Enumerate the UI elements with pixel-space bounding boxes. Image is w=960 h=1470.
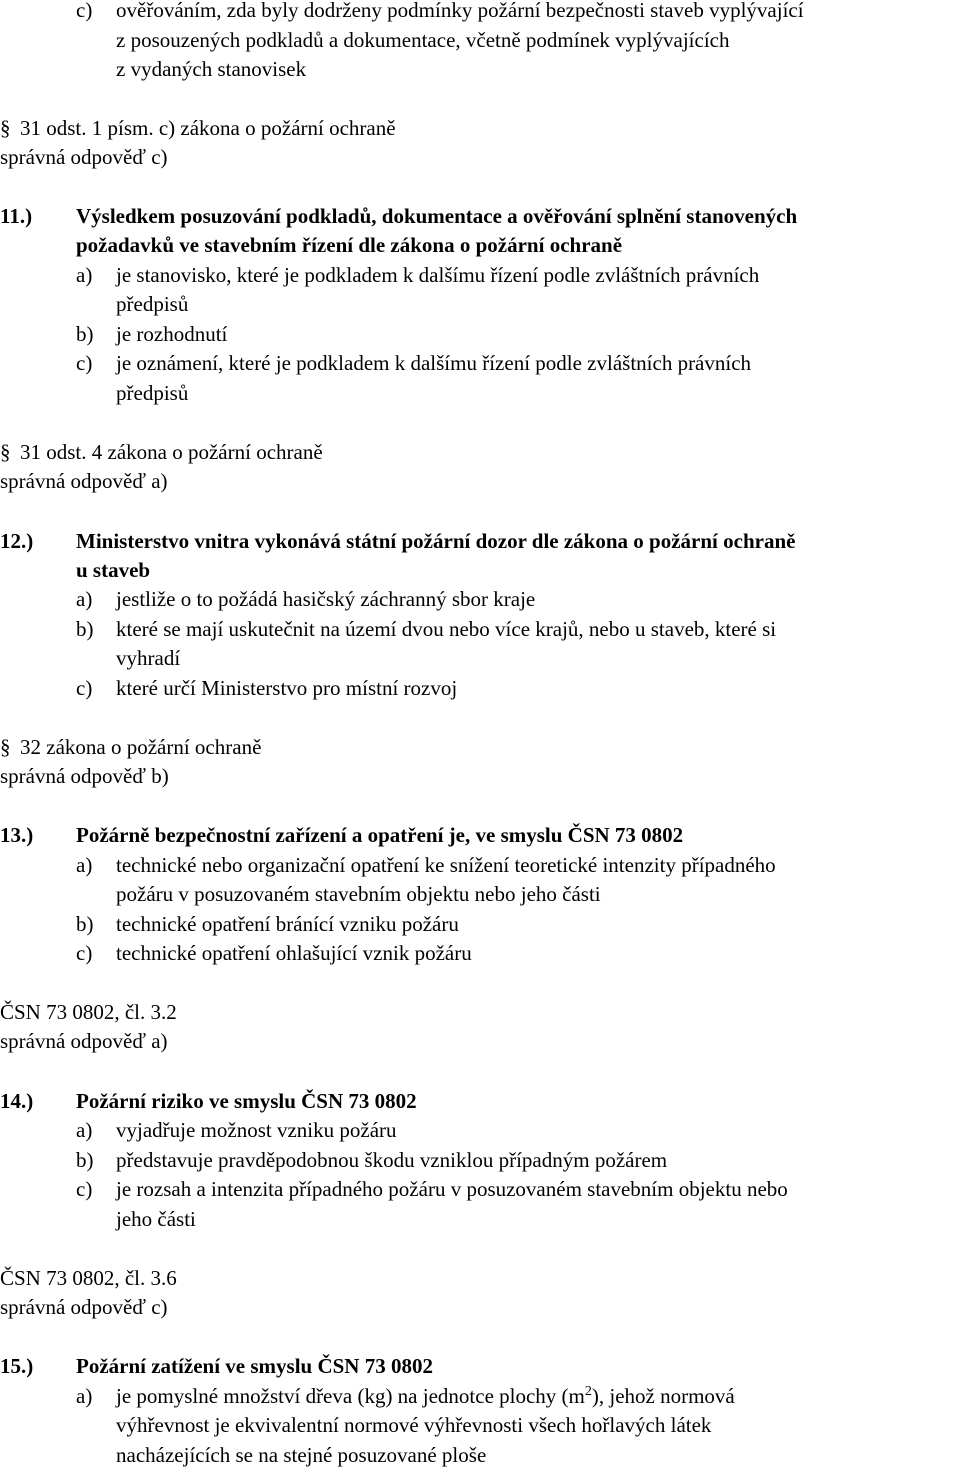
option-letter: a) (76, 853, 93, 877)
option-letter: c) (76, 941, 93, 965)
option-text-line: které určí Ministerstvo pro místní rozvoj (116, 676, 458, 700)
option-text-line: technické opatření ohlašující vznik požáru (116, 941, 472, 965)
option-text-line: nacházejících se na stejné posuzované ploše (116, 1443, 487, 1467)
option-text-line: je rozsah a intenzita případného požáru v posuzovaném stavebním objektu nebo (116, 1177, 788, 1201)
option-text-line: předpisů (116, 292, 189, 316)
option-text-line: jestliže o to požádá hasičský záchranný sbor kraje (116, 587, 536, 611)
legal-reference: § 31 odst. 4 zákona o požární ochraně (0, 438, 323, 467)
question-title-line: Požárně bezpečnostní zařízení a opatření je, ve smyslu ČSN 73 0802 (76, 823, 684, 847)
legal-reference: ČSN 73 0802, čl. 3.2 (0, 1000, 177, 1024)
option-letter: c) (76, 351, 93, 375)
option-letter: b) (76, 617, 94, 641)
question-title-line: Ministerstvo vnitra vykonává státní požární dozor dle zákona o požární ochraně (76, 529, 796, 553)
section-sign: § (0, 440, 11, 464)
option-letter: a) (76, 263, 93, 287)
correct-answer: správná odpověď a) (0, 469, 168, 493)
option-letter: c) (76, 0, 93, 22)
correct-answer: správná odpověď c) (0, 145, 168, 169)
option-letter: c) (76, 676, 93, 700)
question-number: 13.) (0, 823, 34, 847)
legal-reference: ČSN 73 0802, čl. 3.6 (0, 1266, 177, 1290)
option-text-line: z vydaných stanovisek (116, 57, 307, 81)
question-number: 14.) (0, 1089, 34, 1113)
legal-reference: § 31 odst. 1 písm. c) zákona o požární ochraně (0, 114, 396, 143)
question-title-line: Výsledkem posuzování podkladů, dokumentace a ověřování splnění stanovených (76, 204, 798, 228)
option-text-line: je stanovisko, které je podkladem k dalšímu řízení podle zvláštních právních (116, 263, 760, 287)
option-letter: b) (76, 1148, 94, 1172)
correct-answer: správná odpověď c) (0, 1295, 168, 1319)
legal-reference: § 32 zákona o požární ochraně (0, 733, 261, 762)
option-text-line: je pomyslné množství dřeva (kg) na jednotce plochy $(m^2)$, jehož normová (116, 1384, 735, 1408)
question-number: 15.) (0, 1354, 34, 1378)
correct-answer: správná odpověď b) (0, 764, 169, 788)
option-text-line: ověřováním, zda byly dodrženy podmínky požární bezpečnosti staveb vyplývající (116, 0, 804, 22)
option-text-line: technické opatření bránící vzniku požáru (116, 912, 459, 936)
section-sign: § (0, 116, 11, 140)
question-number: 11.) (0, 204, 33, 228)
option-letter: c) (76, 1177, 93, 1201)
question-number: 12.) (0, 529, 34, 553)
superscript: 2 (584, 1384, 592, 1399)
option-text-line: technické nebo organizační opatření ke snížení teoretické intenzity případného (116, 853, 776, 877)
question-title-line: u staveb (76, 558, 151, 582)
option-text-line: představuje pravděpodobnou škodu vzniklou případným požárem (116, 1148, 668, 1172)
option-text-line: je rozhodnutí (116, 322, 228, 346)
option-text-line: z posouzených podkladů a dokumentace, včetně podmínek vyplývajících (116, 28, 730, 52)
option-letter: a) (76, 587, 93, 611)
question-title-line: Požární riziko ve smyslu ČSN 73 0802 (76, 1089, 417, 1113)
option-letter: b) (76, 912, 94, 936)
question-title-line: Požární zatížení ve smyslu ČSN 73 0802 (76, 1354, 433, 1378)
correct-answer: správná odpověď a) (0, 1029, 168, 1053)
option-letter: b) (76, 322, 94, 346)
question-title-line: požadavků ve stavebním řízení dle zákona o požární ochraně (76, 233, 623, 257)
option-letter: a) (76, 1118, 93, 1142)
option-letter: a) (76, 1384, 93, 1408)
option-text-line: výhřevnost je ekvivalentní normové výhřevnosti všech hořlavých látek (116, 1413, 712, 1437)
option-text-line: je oznámení, které je podkladem k dalšímu řízení podle zvláštních právních (116, 351, 752, 375)
option-text-line: vyjadřuje možnost vzniku požáru (116, 1118, 397, 1142)
option-text-line: které se mají uskutečnit na území dvou nebo více krajů, nebo u staveb, které si (116, 617, 777, 641)
option-text-line: předpisů (116, 381, 189, 405)
option-text-line: jeho části (116, 1207, 196, 1231)
option-text-line: vyhradí (116, 646, 181, 670)
section-sign: § (0, 735, 11, 759)
option-text-line: požáru v posuzovaném stavebním objektu nebo jeho části (116, 882, 601, 906)
